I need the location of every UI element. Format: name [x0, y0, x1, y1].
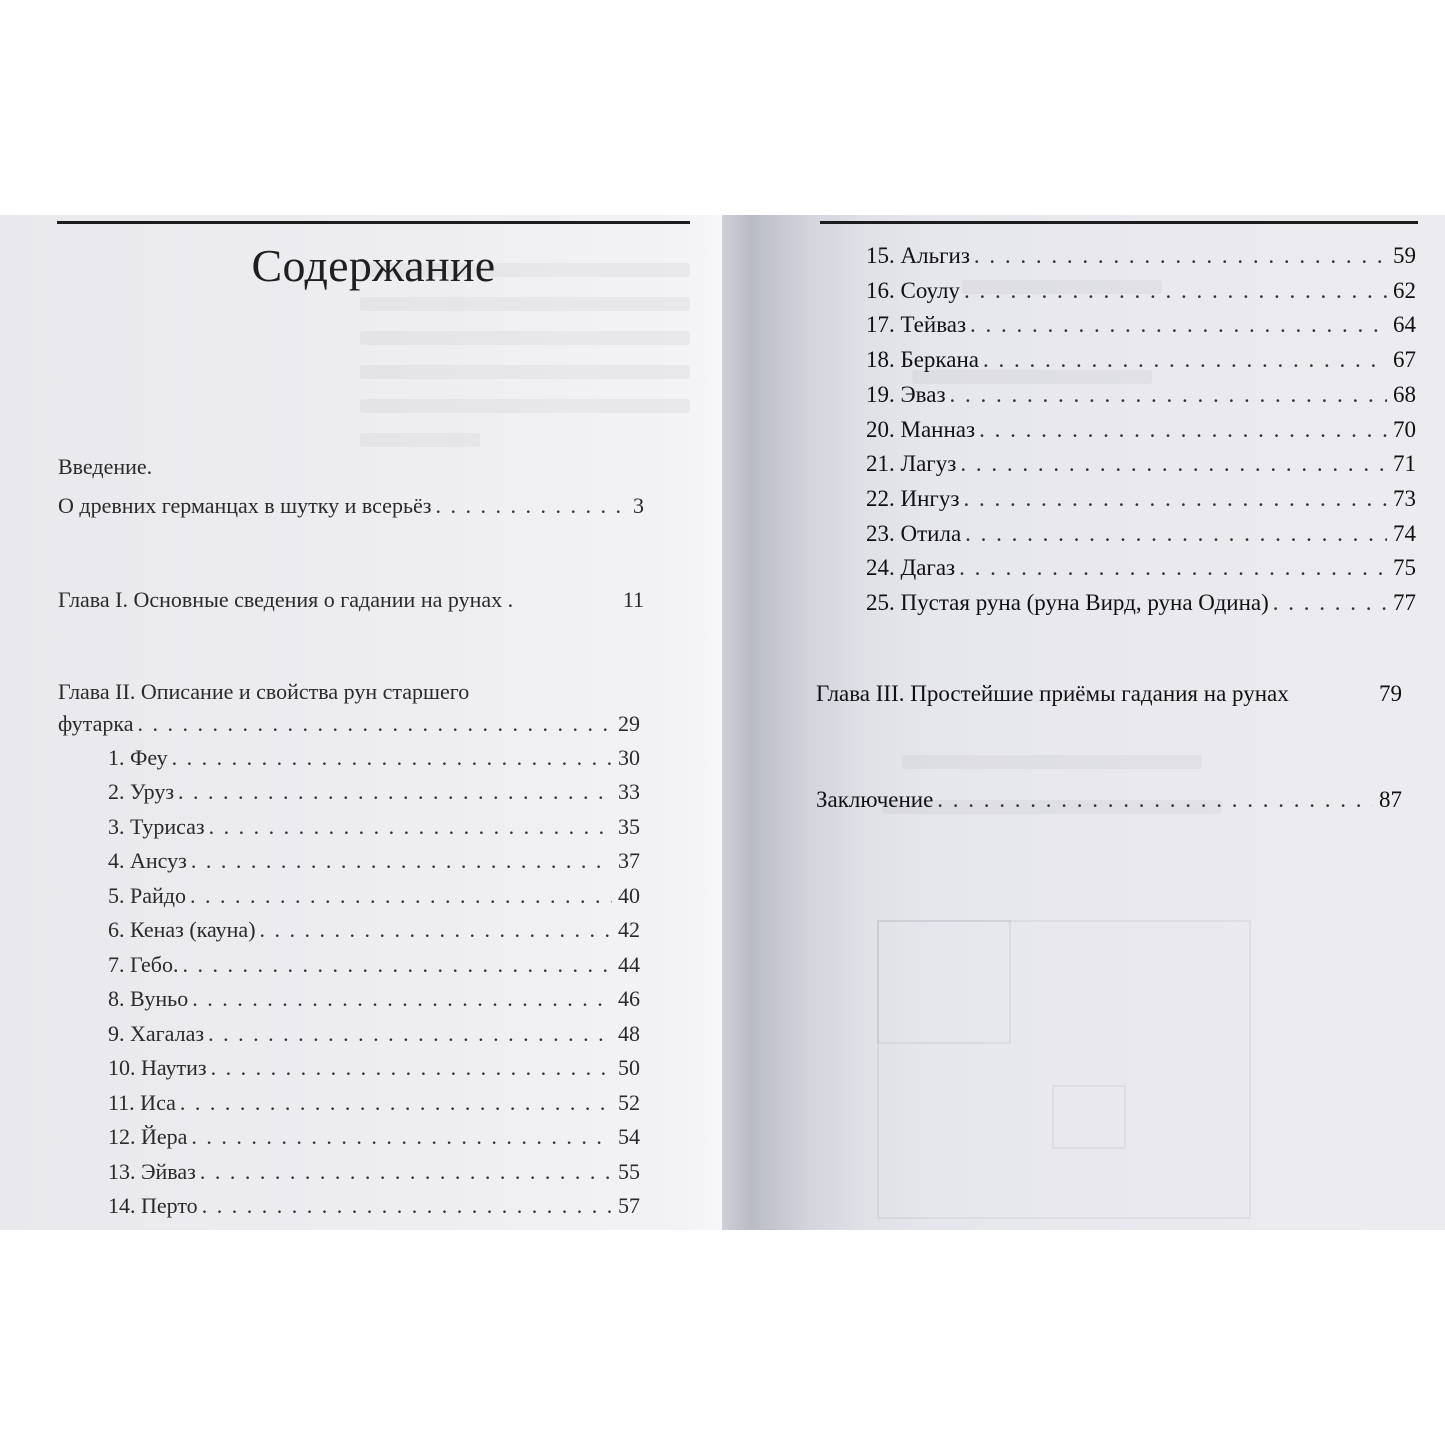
toc-entry-rune[interactable]: [108, 1053, 640, 1083]
toc-page-number: 50: [618, 1055, 640, 1080]
toc-label: 15. Альгиз: [866, 243, 970, 268]
toc-page-number: 70: [1393, 417, 1416, 442]
toc-page-number: 52: [618, 1090, 640, 1115]
toc-entry-rune[interactable]: [866, 380, 1416, 410]
toc-page-number: 73: [1393, 486, 1416, 511]
toc-page-number: 48: [618, 1021, 640, 1046]
toc-entry-intro[interactable]: [58, 491, 644, 521]
toc-page-number: 37: [618, 848, 640, 873]
toc-entry-rune[interactable]: [866, 310, 1416, 340]
toc-page-number: 46: [618, 986, 640, 1011]
leader-dots: [983, 345, 1387, 375]
leader-dots: [192, 984, 612, 1014]
toc-label: 14. Перто: [108, 1193, 198, 1218]
toc-entry-rune[interactable]: [108, 846, 640, 876]
leader-dots: [974, 241, 1387, 271]
leader-dots: [979, 415, 1387, 445]
toc-label: 17. Тейваз: [866, 312, 967, 337]
leader-dots: [937, 785, 1373, 815]
toc-entry-conclusion[interactable]: [816, 785, 1402, 815]
toc-label: 5. Райдо: [108, 883, 186, 908]
toc-entry-rune[interactable]: [866, 588, 1416, 618]
toc-page-number: 44: [618, 952, 640, 977]
leader-dots: [191, 846, 612, 876]
toc-page-number: 33: [618, 779, 640, 804]
toc-entry-rune[interactable]: [866, 415, 1416, 445]
toc-label: 3. Турисаз: [108, 814, 205, 839]
toc-entry-rune[interactable]: [866, 345, 1416, 375]
toc-label: 22. Ингуз: [866, 486, 960, 511]
toc-label: 10. Наутиз: [108, 1055, 207, 1080]
toc-entry-rune[interactable]: [866, 484, 1416, 514]
toc-page-number: 40: [618, 883, 640, 908]
intro-heading: Введение.: [58, 454, 153, 479]
toc-label: 11. Иса: [108, 1090, 176, 1115]
toc-entry-chapter-1[interactable]: [58, 585, 644, 615]
leader-dots: [964, 276, 1387, 306]
toc-label: 7. Гебо.: [108, 952, 179, 977]
toc-label: Глава I. Основные сведения о гадании на рунах .: [58, 587, 514, 612]
bleed-through-diagram: [877, 920, 1011, 1044]
toc-label: футарка: [58, 711, 134, 736]
toc-label: 8. Вуньо: [108, 986, 189, 1011]
toc-page-number: 54: [618, 1124, 640, 1149]
toc-label: 21. Лагуз: [866, 451, 957, 476]
toc-entry-rune[interactable]: [108, 1191, 640, 1221]
toc-entry-chapter-2[interactable]: [58, 709, 640, 739]
toc-page-number: 74: [1393, 521, 1416, 546]
leader-dots: [137, 709, 612, 739]
toc-page-number: 62: [1393, 278, 1416, 303]
toc-label: 1. Феу: [108, 745, 168, 770]
toc-chapter-2-line-1[interactable]: Глава II. Описание и свойства рун старшего: [58, 679, 470, 704]
leader-dots: [435, 491, 627, 521]
toc-page-number: 29: [618, 711, 640, 736]
leader-dots: [190, 881, 612, 911]
toc-page-number: 59: [1393, 243, 1416, 268]
toc-page-number: 42: [618, 917, 640, 942]
toc-entry-rune[interactable]: [108, 915, 640, 945]
leader-dots: [180, 1088, 612, 1118]
bleed-through: [360, 365, 690, 379]
toc-entry-rune[interactable]: [108, 1088, 640, 1118]
toc-entry-rune[interactable]: [866, 241, 1416, 271]
toc-entry-rune[interactable]: [108, 743, 640, 773]
leader-dots: [200, 1157, 612, 1187]
leader-dots: [965, 519, 1387, 549]
toc-label: Заключение: [816, 787, 934, 812]
toc-entry-chapter-3[interactable]: [816, 679, 1402, 709]
book-spread: [0, 215, 1445, 1230]
bleed-through: [360, 399, 690, 413]
toc-page-number: 11: [622, 587, 644, 612]
toc-label: 20. Манназ: [866, 417, 976, 442]
toc-page-number: 64: [1393, 312, 1416, 337]
bleed-through: [360, 433, 480, 447]
leader-dots: [960, 449, 1387, 479]
toc-page-number: 3: [633, 493, 644, 518]
toc-entry-rune[interactable]: [866, 553, 1416, 583]
toc-page-number: 79: [1379, 681, 1402, 706]
toc-page-number: 68: [1393, 382, 1416, 407]
toc-entry-rune[interactable]: [108, 777, 640, 807]
toc-page-number: 75: [1393, 555, 1416, 580]
leader-dots: [183, 950, 612, 980]
toc-page-number: 77: [1393, 590, 1416, 615]
toc-label: 4. Ансуз: [108, 848, 187, 873]
leader-dots: [950, 380, 1387, 410]
right-page: [722, 215, 1445, 1230]
toc-entry-rune[interactable]: [108, 1019, 640, 1049]
header-rule: [57, 221, 690, 224]
toc-entry-rune[interactable]: [866, 519, 1416, 549]
toc-label: 25. Пустая руна (руна Вирд, руна Одина): [866, 590, 1269, 615]
bleed-through-diagram: [1052, 1085, 1126, 1149]
toc-entry-rune[interactable]: [108, 1122, 640, 1152]
bleed-through: [360, 297, 690, 311]
toc-label: 13. Эйваз: [108, 1159, 196, 1184]
left-page: [0, 215, 722, 1230]
leader-dots: [970, 310, 1387, 340]
leader-dots: [202, 1191, 612, 1221]
bleed-through: [902, 755, 1202, 769]
toc-entry-rune[interactable]: [108, 881, 640, 911]
toc-entry-rune[interactable]: [108, 1157, 640, 1187]
toc-label: О древних германцах в шутку и всерьёз: [58, 493, 432, 518]
toc-label: 18. Беркана: [866, 347, 979, 372]
toc-page-number: 35: [618, 814, 640, 839]
leader-dots: [1273, 588, 1387, 618]
toc-page-number: 67: [1393, 347, 1416, 372]
toc-label: 6. Кеназ (кауна): [108, 917, 256, 942]
toc-entry-rune[interactable]: [866, 276, 1416, 306]
toc-entry-rune[interactable]: [866, 449, 1416, 479]
leader-dots: [178, 777, 612, 807]
toc-label: 16. Соулу: [866, 278, 960, 303]
toc-label: Глава III. Простейшие приёмы гадания на рунах: [816, 681, 1289, 706]
toc-label: 24. Дагаз: [866, 555, 956, 580]
toc-entry-rune[interactable]: [108, 984, 640, 1014]
toc-page-number: 87: [1379, 787, 1402, 812]
toc-label: 9. Хагалаз: [108, 1021, 205, 1046]
leader-dots: [260, 915, 612, 945]
toc-label: 19. Эваз: [866, 382, 946, 407]
toc-label: 23. Отила: [866, 521, 962, 546]
toc-page-number: 71: [1393, 451, 1416, 476]
page-title: Содержание: [251, 240, 496, 291]
leader-dots: [172, 743, 612, 773]
toc-label: 2. Уруз: [108, 779, 175, 804]
leader-dots: [191, 1122, 612, 1152]
leader-dots: [209, 812, 612, 842]
toc-entry-rune[interactable]: [108, 812, 640, 842]
leader-dots: [208, 1019, 612, 1049]
bleed-through: [360, 331, 690, 345]
leader-dots: [963, 484, 1387, 514]
toc-page-number: 30: [618, 745, 640, 770]
toc-entry-rune[interactable]: [108, 950, 640, 980]
leader-dots: [959, 553, 1387, 583]
toc-page-number: 57: [618, 1193, 640, 1218]
toc-label: 12. Йера: [108, 1124, 188, 1149]
header-rule: [820, 221, 1418, 224]
toc-page-number: 55: [618, 1159, 640, 1184]
leader-dots: [211, 1053, 612, 1083]
